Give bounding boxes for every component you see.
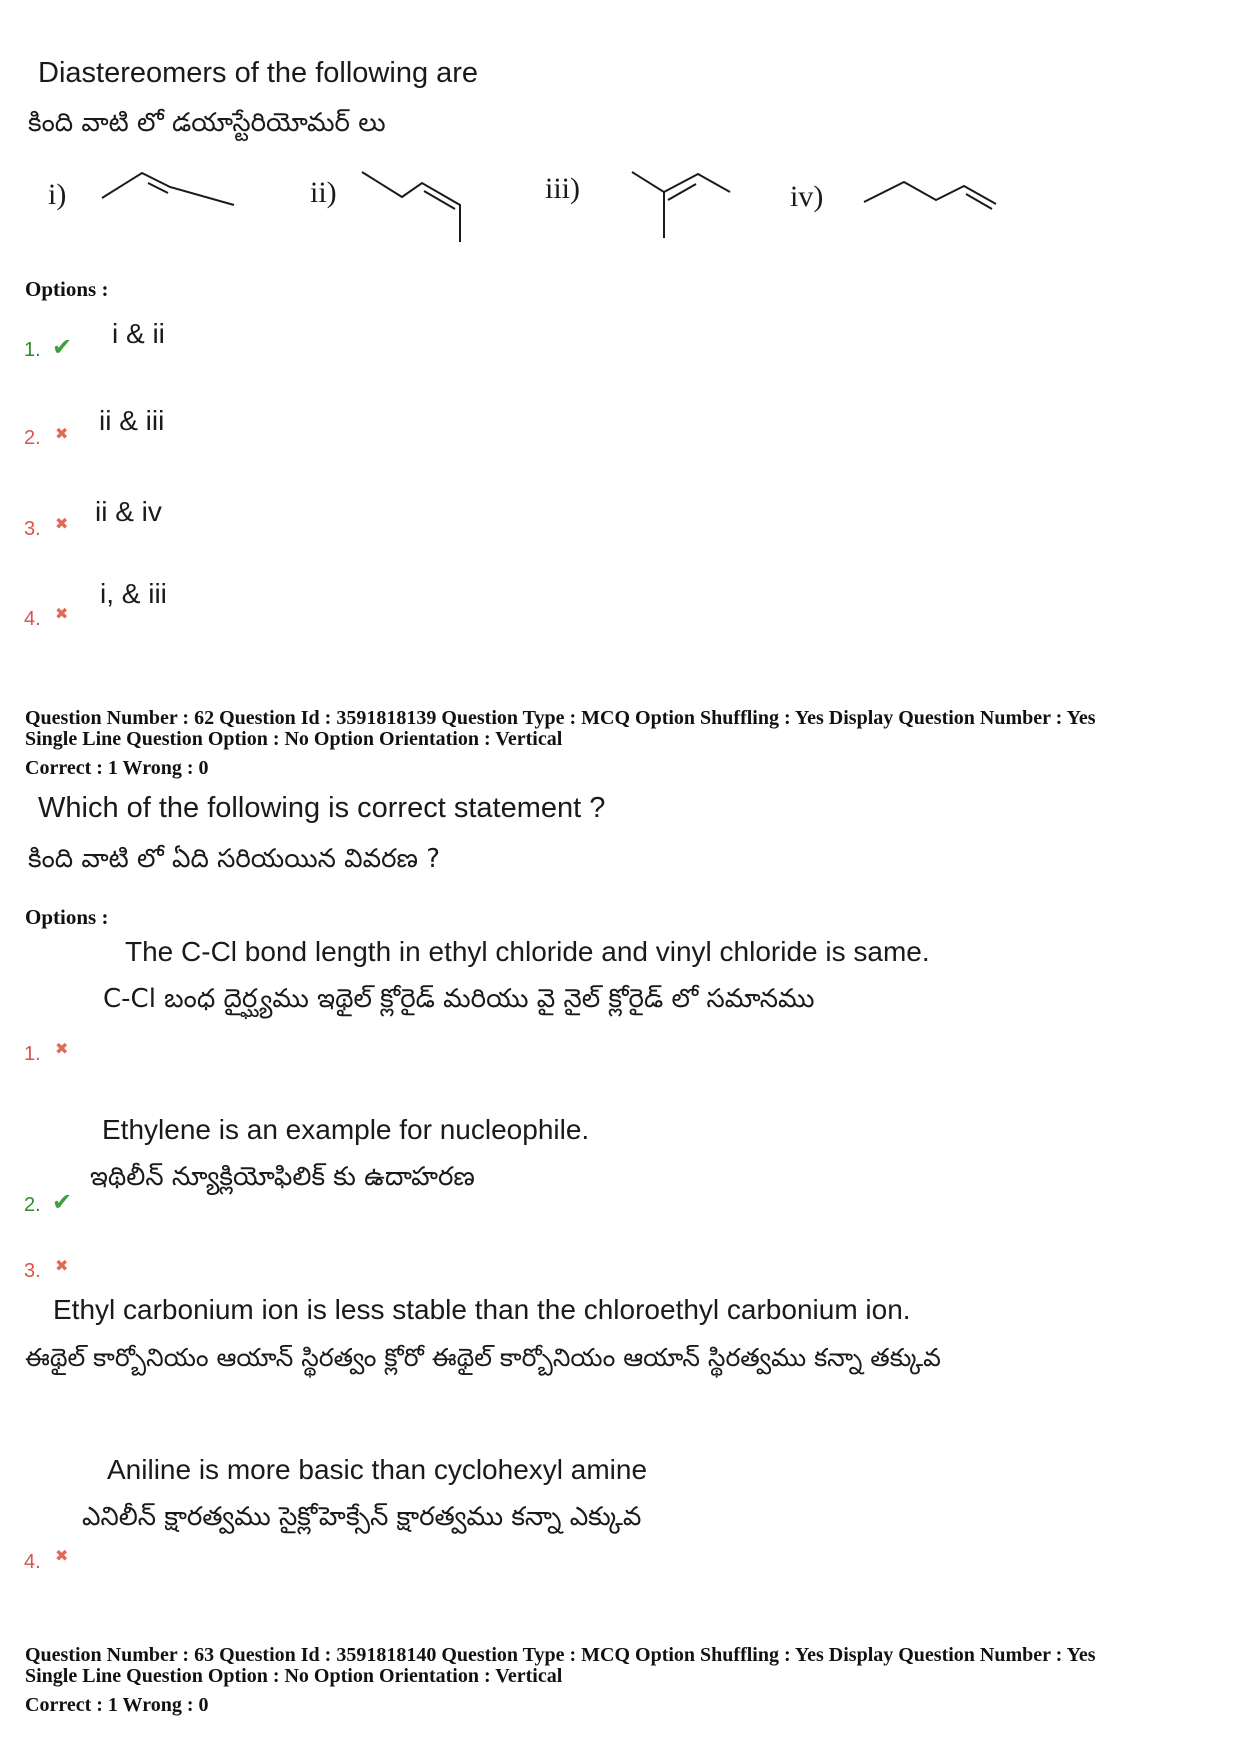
question-text-te: కింది వాటి లో డయాస్టేరియోమర్ లు [28,108,386,138]
double-bond [966,194,992,209]
question-meta-line1: Question Number : 63 Question Id : 3591818140 Question Type : MCQ Option Shuffling : Yes Display Question Number : Yes [25,1644,1096,1666]
option-text: ii & iv [95,496,162,527]
question-meta-line1: Question Number : 62 Question Id : 3591818139 Question Type : MCQ Option Shuffling : Yes Display Question Number : Yes [25,707,1096,729]
structure-label-iii: iii) [545,172,580,205]
check-icon: ✔ [52,333,73,361]
cross-icon: ✖ [55,1546,69,1565]
double-bond [668,184,696,200]
structure-label-ii: ii) [310,176,337,209]
cross-icon: ✖ [55,514,69,533]
option-number: 1. [24,339,41,361]
cross-icon: ✖ [55,1039,69,1058]
cross-icon: ✖ [55,604,69,623]
option-text-en: Ethyl carbonium ion is less stable than the chloroethyl carbonium ion. [53,1294,911,1325]
option-number: 1. [24,1043,41,1065]
option-text: i & ii [112,318,165,349]
question-meta-line2: Single Line Question Option : No Option Orientation : Vertical [25,728,563,750]
structure-i [100,165,240,215]
option-text-en: Aniline is more basic than cyclohexyl amine [107,1454,648,1485]
question-text-en: Diastereomers of the following are [38,57,479,89]
structure-iv [862,178,1002,218]
option-number: 4. [24,1551,41,1573]
options-label: Options : [25,905,109,929]
option-number: 3. [24,1260,41,1282]
option-text-te: C-Cl బంధ దైర్ఘ్యము ఇథైల్ క్లోరైడ్ మరియు వై నైల్ క్లోరైడ్ లో సమానము [103,984,815,1014]
option-number: 2. [24,427,41,449]
cross-icon: ✖ [55,424,69,443]
options-label: Options : [25,277,109,301]
option-text-te: ఈథైల్ కార్బోనియం ఆయాన్ స్థిరత్వం క్లోరో ఈథైల్ కార్బోనియం ఆయాన్ స్థిరత్వము కన్నా తక్కువ [25,1343,941,1372]
structure-iii [630,170,740,240]
option-text: ii & iii [99,405,165,436]
question-marks: Correct : 1 Wrong : 0 [25,1694,209,1716]
question-meta-line2: Single Line Question Option : No Option Orientation : Vertical [25,1665,563,1687]
question-text-en: Which of the following is correct statement ? [38,792,606,824]
structure-label-i: i) [48,178,67,211]
option-text-te: ఎనిలీన్ క్షారత్వము సైక్లోహెక్సేన్ క్షారత్వము కన్నా ఎక్కువ [82,1502,642,1532]
option-text: i, & iii [100,578,167,609]
option-text-te: ఇథిలీన్ న్యూక్లియోఫిలిక్ కు ఉదాహరణ [90,1162,475,1192]
option-number: 3. [24,518,41,540]
check-icon: ✔ [52,1188,73,1216]
option-text-en: Ethylene is an example for nucleophile. [102,1114,590,1145]
option-text-en: The C-Cl bond length in ethyl chloride and vinyl chloride is same. [125,936,930,967]
option-number: 2. [24,1194,41,1216]
structure-ii [360,170,470,245]
option-number: 4. [24,608,41,630]
question-text-te: కింది వాటి లో ఏది సరియయిన వివరణ ? [28,844,441,874]
structure-label-iv: iv) [790,180,824,213]
question-marks: Correct : 1 Wrong : 0 [25,757,209,779]
cross-icon: ✖ [55,1256,69,1275]
